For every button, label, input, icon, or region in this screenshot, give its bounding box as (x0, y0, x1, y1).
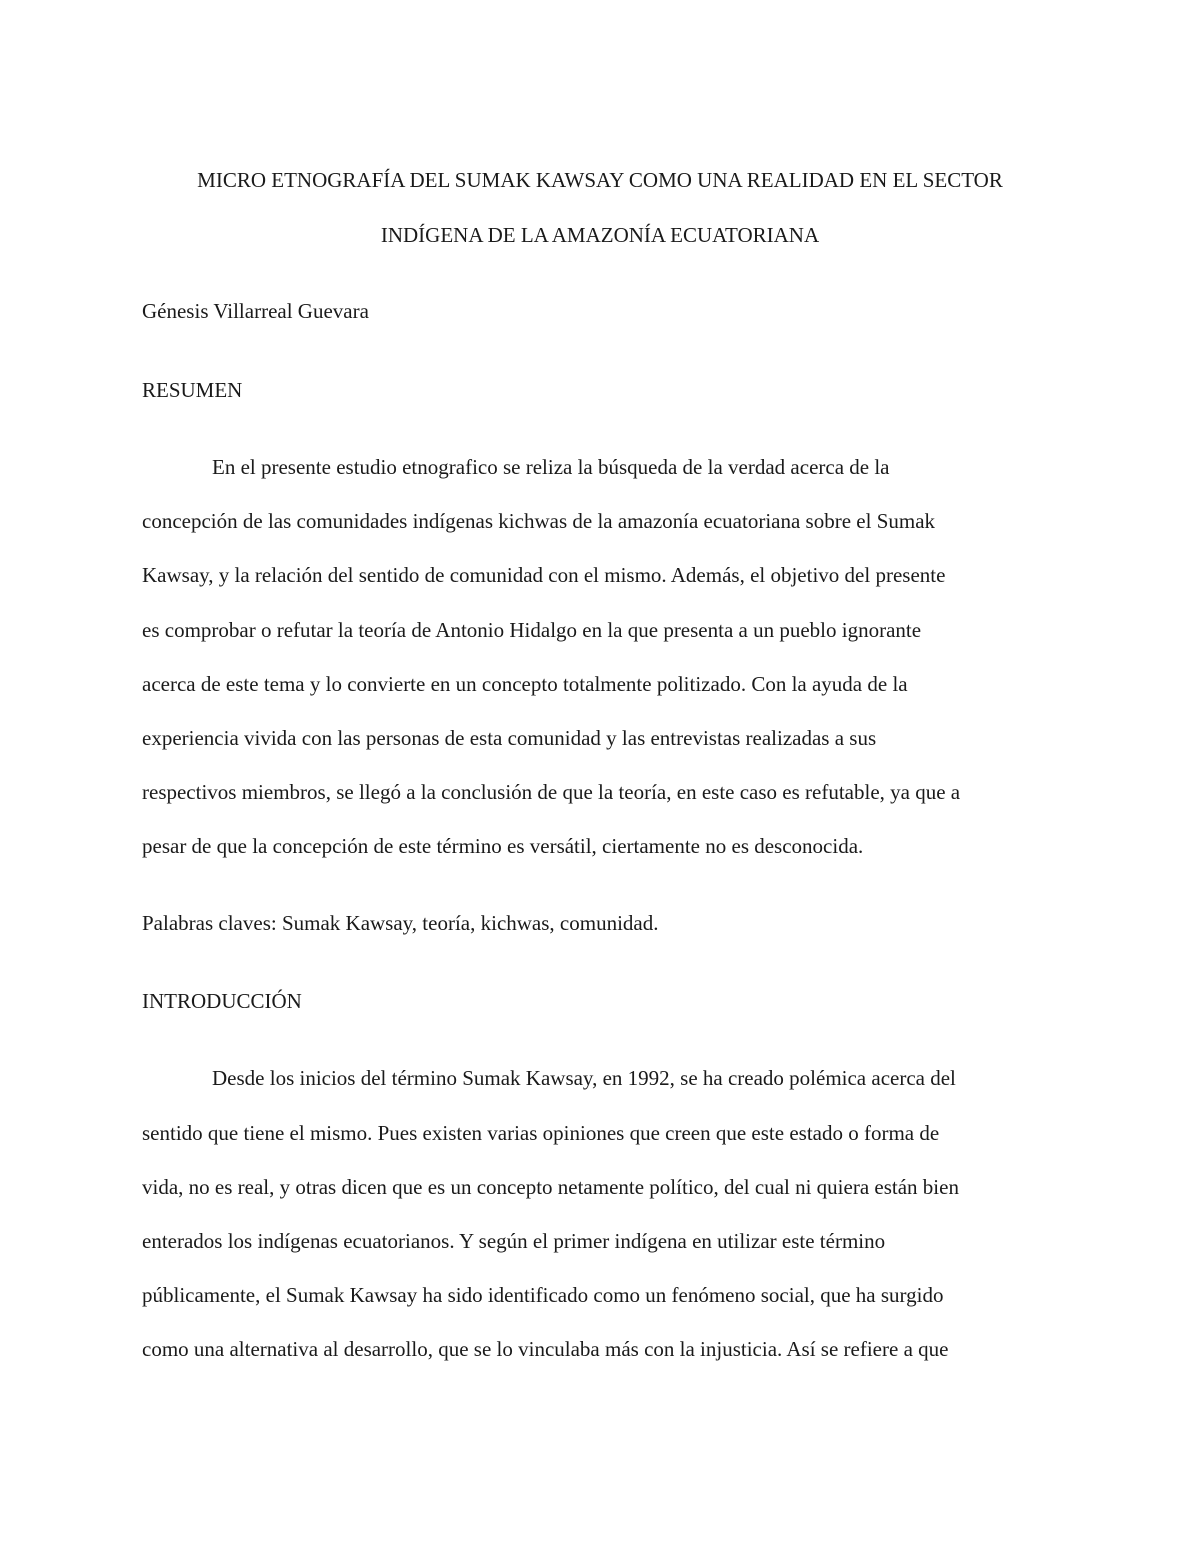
intro-line: enterados los indígenas ecuatorianos. Y según el primer indígena en utilizar este término (142, 1229, 886, 1253)
abstract-line: En el presente estudio etnografico se reliza la búsqueda de la verdad acerca de la (212, 455, 890, 479)
abstract-line: Kawsay, y la relación del sentido de comunidad con el mismo. Además, el objetivo del presente (142, 563, 946, 587)
abstract-line: concepción de las comunidades indígenas kichwas de la amazonía ecuatoriana sobre el Sumak (142, 509, 936, 533)
abstract-line: respectivos miembros, se llegó a la conclusión de que la teoría, en este caso es refutable, ya que a (142, 780, 961, 804)
title-line-2: INDÍGENA DE LA AMAZONÍA ECUATORIANA (380, 223, 820, 247)
intro-line: públicamente, el Sumak Kawsay ha sido identificado como un fenómeno social, que ha surgido (142, 1283, 944, 1307)
abstract-line: pesar de que la concepción de este término es versátil, ciertamente no es desconocida. (142, 834, 864, 858)
intro-line: sentido que tiene el mismo. Pues existen varias opiniones que creen que este estado o forma de (142, 1121, 940, 1145)
intro-line: Desde los inicios del término Sumak Kawsay, en 1992, se ha creado polémica acerca del (212, 1066, 956, 1090)
abstract-heading: RESUMEN (142, 378, 243, 402)
intro-heading: INTRODUCCIÓN (142, 989, 302, 1013)
intro-line: como una alternativa al desarrollo, que se lo vinculaba más con la injusticia. Así se refiere a que (142, 1337, 949, 1361)
abstract-line: acerca de este tema y lo convierte en un concepto totalmente politizado. Con la ayuda de la (142, 672, 908, 696)
intro-line: vida, no es real, y otras dicen que es un concepto netamente político, del cual ni quiera están bien (142, 1175, 959, 1199)
keywords: Palabras claves: Sumak Kawsay, teoría, kichwas, comunidad. (142, 911, 659, 935)
author-name: Génesis Villarreal Guevara (142, 299, 369, 323)
abstract-line: es comprobar o refutar la teoría de Antonio Hidalgo en la que presenta a un pueblo ignorante (142, 618, 922, 642)
abstract-line: experiencia vivida con las personas de esta comunidad y las entrevistas realizadas a sus (142, 726, 877, 750)
title-line-1: MICRO ETNOGRAFÍA DEL SUMAK KAWSAY COMO UNA REALIDAD EN EL SECTOR (197, 168, 1003, 192)
